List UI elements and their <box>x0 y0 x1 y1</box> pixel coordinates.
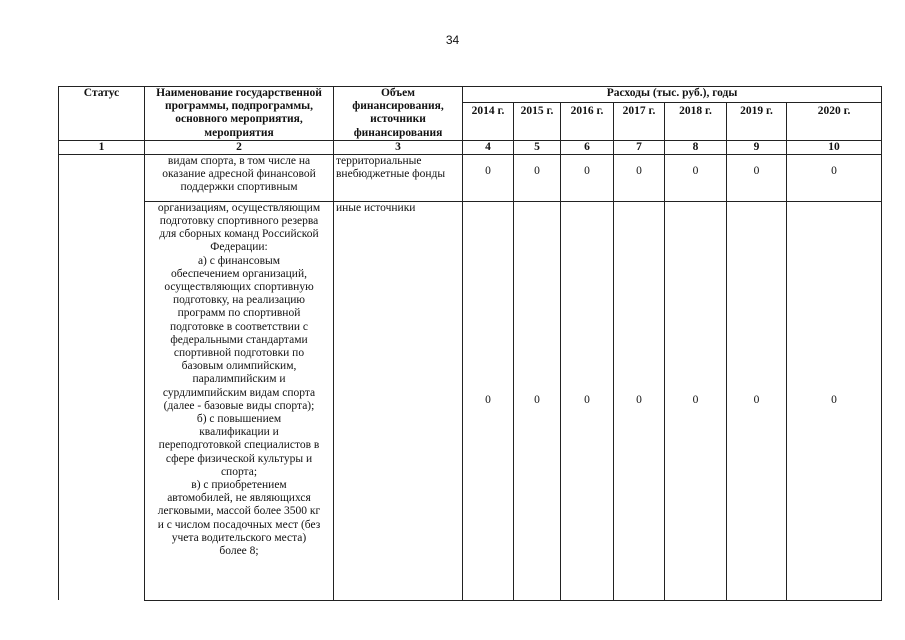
row-description <box>145 201 334 600</box>
row-value: 0 <box>463 201 514 600</box>
description-line: сурдлимпийским видам спорта <box>162 386 316 399</box>
row-value: 0 <box>561 201 614 600</box>
header-expenses: Расходы (тыс. руб.), годы <box>463 87 882 103</box>
row-value: 0 <box>787 154 882 201</box>
row-value: 0 <box>463 154 514 201</box>
column-number: 5 <box>514 140 561 154</box>
budget-table <box>58 86 882 601</box>
column-number: 2 <box>145 140 334 154</box>
header-status: Статус <box>59 87 145 141</box>
description-line: организациям, осуществляющим <box>157 201 321 214</box>
column-number: 10 <box>787 140 882 154</box>
row-value: 0 <box>614 154 665 201</box>
description-line: спортивной подготовки по <box>173 347 305 360</box>
row-value: 0 <box>514 201 561 600</box>
row-value: 0 <box>614 201 665 600</box>
table-row <box>59 154 882 201</box>
description-line: автомобилей, не являющихся <box>167 492 311 505</box>
page-number: 34 <box>445 33 460 47</box>
description-line: подготовку, на реализацию <box>172 294 306 307</box>
status-cell <box>59 154 145 600</box>
row-value: 0 <box>727 154 787 201</box>
column-number: 7 <box>614 140 665 154</box>
description-line: переподготовкой специалистов в <box>158 439 320 452</box>
description-line: подготовке в соответствии с <box>169 320 309 333</box>
year-2014: 2014 г. <box>463 102 514 140</box>
description-line: осуществляющих спортивную <box>164 281 314 294</box>
column-numbers-row <box>59 140 882 154</box>
description-line: б) с повышением <box>196 413 282 426</box>
description-line: Федерации: <box>210 241 268 254</box>
column-number: 6 <box>561 140 614 154</box>
row-value: 0 <box>787 201 882 600</box>
year-2018: 2018 г. <box>665 102 727 140</box>
table-row <box>59 201 882 600</box>
description-line: а) с финансовым <box>197 254 281 267</box>
header-name: Наименование государственной программы, подпрограммы, основного мероприятия, мероприятия <box>145 87 334 141</box>
row-source: иные источники <box>334 201 463 600</box>
row-source: территориальные внебюджетные фонды <box>334 154 463 201</box>
description-line: паралимпийским и <box>192 373 286 386</box>
description-line: сфере физической культуры и <box>165 452 313 465</box>
description-line: базовым олимпийским, <box>181 360 297 373</box>
column-number: 8 <box>665 140 727 154</box>
column-number: 1 <box>59 140 145 154</box>
description-line: спорта; <box>220 465 258 478</box>
description-line: обеспечением организаций, <box>171 267 307 280</box>
description-line: (далее - базовые виды спорта); <box>163 399 315 412</box>
row-value: 0 <box>665 201 727 600</box>
description-line: в) с приобретением <box>191 479 287 492</box>
year-2017: 2017 г. <box>614 102 665 140</box>
year-2019: 2019 г. <box>727 102 787 140</box>
row-value: 0 <box>514 154 561 201</box>
description-line: и с числом посадочных мест (без <box>157 518 321 531</box>
year-2016: 2016 г. <box>561 102 614 140</box>
column-number: 4 <box>463 140 514 154</box>
description-line: легковыми, массой более 3500 кг <box>157 505 321 518</box>
header-volume: Объем финансирования, источники финансирования <box>334 87 463 141</box>
description-line: более 8; <box>219 545 259 558</box>
row-value: 0 <box>727 201 787 600</box>
row-value: 0 <box>665 154 727 201</box>
row-description: видам спорта, в том числе на оказание адресной финансовой поддержки спортивным <box>145 154 334 201</box>
row-value: 0 <box>561 154 614 201</box>
description-line: программ по спортивной <box>177 307 301 320</box>
column-number: 3 <box>334 140 463 154</box>
description-line: подготовку спортивного резерва <box>159 215 319 228</box>
year-2020: 2020 г. <box>787 102 882 140</box>
description-line: квалификации и <box>199 426 279 439</box>
description-line: для сборных команд Российской <box>159 228 319 241</box>
column-number: 9 <box>727 140 787 154</box>
description-line: федеральными стандартами <box>170 333 308 346</box>
description-line: учета водительского места) <box>171 531 307 544</box>
year-2015: 2015 г. <box>514 102 561 140</box>
